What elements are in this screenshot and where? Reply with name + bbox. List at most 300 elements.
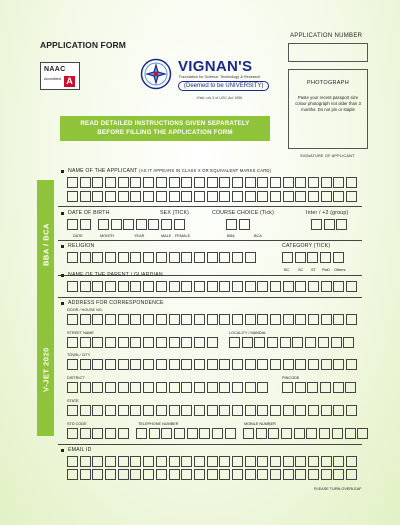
input-box[interactable]: [321, 359, 332, 370]
input-box[interactable]: [156, 191, 167, 202]
input-box[interactable]: [332, 428, 343, 439]
input-box[interactable]: [245, 359, 256, 370]
input-box[interactable]: [311, 219, 322, 230]
input-box[interactable]: [219, 177, 230, 188]
input-box[interactable]: [268, 428, 279, 439]
input-box[interactable]: [308, 359, 319, 370]
input-box[interactable]: [156, 337, 167, 348]
input-box[interactable]: [156, 314, 167, 325]
input-box[interactable]: [105, 191, 116, 202]
input-box[interactable]: [294, 428, 305, 439]
input-box[interactable]: [219, 469, 230, 480]
input-box[interactable]: [256, 428, 267, 439]
input-box[interactable]: [207, 382, 218, 393]
input-box[interactable]: [245, 191, 256, 202]
input-box[interactable]: [156, 281, 167, 292]
input-box[interactable]: [331, 337, 342, 348]
input-box[interactable]: [67, 219, 78, 230]
input-box[interactable]: [136, 219, 147, 230]
input-box[interactable]: [156, 405, 167, 416]
input-box[interactable]: [181, 252, 192, 263]
input-box[interactable]: [123, 219, 134, 230]
input-box[interactable]: [283, 456, 294, 467]
input-box[interactable]: [336, 219, 347, 230]
input-box[interactable]: [105, 405, 116, 416]
input-box[interactable]: [169, 252, 180, 263]
door-boxes[interactable]: [67, 314, 359, 325]
input-box[interactable]: [321, 405, 332, 416]
input-box[interactable]: [283, 191, 294, 202]
name-boxes-row-2[interactable]: [67, 191, 359, 202]
input-box[interactable]: [194, 191, 205, 202]
input-box[interactable]: [80, 456, 91, 467]
input-box[interactable]: [92, 314, 103, 325]
input-box[interactable]: [245, 314, 256, 325]
input-box[interactable]: [267, 337, 278, 348]
input-box[interactable]: [181, 456, 192, 467]
input-box[interactable]: [181, 405, 192, 416]
input-box[interactable]: [143, 314, 154, 325]
input-box[interactable]: [105, 177, 116, 188]
input-box[interactable]: [280, 337, 291, 348]
input-box[interactable]: [357, 428, 368, 439]
town-boxes[interactable]: [67, 359, 359, 370]
input-box[interactable]: [92, 405, 103, 416]
input-box[interactable]: [80, 219, 91, 230]
input-box[interactable]: [118, 456, 129, 467]
input-box[interactable]: [92, 428, 103, 439]
input-box[interactable]: [130, 177, 141, 188]
input-box[interactable]: [67, 469, 78, 480]
input-box[interactable]: [67, 314, 78, 325]
input-box[interactable]: [333, 456, 344, 467]
input-box[interactable]: [295, 469, 306, 480]
input-box[interactable]: [257, 191, 268, 202]
telephone-boxes[interactable]: [136, 428, 238, 439]
input-box[interactable]: [254, 337, 265, 348]
input-box[interactable]: [245, 405, 256, 416]
input-box[interactable]: [333, 191, 344, 202]
input-box[interactable]: [92, 456, 103, 467]
input-box[interactable]: [118, 359, 129, 370]
input-box[interactable]: [207, 469, 218, 480]
input-box[interactable]: [219, 456, 230, 467]
input-box[interactable]: [207, 337, 218, 348]
input-box[interactable]: [270, 456, 281, 467]
input-box[interactable]: [219, 405, 230, 416]
input-box[interactable]: [174, 428, 185, 439]
input-box[interactable]: [270, 281, 281, 292]
input-box[interactable]: [257, 456, 268, 467]
input-box[interactable]: [232, 177, 243, 188]
input-box[interactable]: [219, 281, 230, 292]
input-box[interactable]: [270, 469, 281, 480]
input-box[interactable]: [118, 405, 129, 416]
input-box[interactable]: [257, 405, 268, 416]
input-box[interactable]: [257, 281, 268, 292]
input-box[interactable]: [194, 252, 205, 263]
input-box[interactable]: [324, 219, 335, 230]
input-box[interactable]: [92, 382, 103, 393]
input-box[interactable]: [333, 382, 344, 393]
input-box[interactable]: [143, 456, 154, 467]
input-box[interactable]: [321, 456, 332, 467]
inter-group-boxes[interactable]: [311, 219, 349, 230]
input-box[interactable]: [149, 428, 160, 439]
input-box[interactable]: [295, 191, 306, 202]
input-box[interactable]: [118, 314, 129, 325]
input-box[interactable]: [80, 359, 91, 370]
input-box[interactable]: [232, 191, 243, 202]
input-box[interactable]: [257, 177, 268, 188]
input-box[interactable]: [92, 281, 103, 292]
input-box[interactable]: [232, 456, 243, 467]
parent-boxes[interactable]: [67, 281, 359, 292]
religion-boxes[interactable]: [67, 252, 257, 263]
input-box[interactable]: [92, 337, 103, 348]
input-box[interactable]: [80, 469, 91, 480]
input-box[interactable]: [295, 177, 306, 188]
input-box[interactable]: [194, 456, 205, 467]
input-box[interactable]: [181, 359, 192, 370]
input-box[interactable]: [207, 191, 218, 202]
state-boxes[interactable]: [67, 405, 359, 416]
input-box[interactable]: [130, 456, 141, 467]
input-box[interactable]: [346, 177, 357, 188]
input-box[interactable]: [308, 314, 319, 325]
input-box[interactable]: [319, 428, 330, 439]
input-box[interactable]: [67, 456, 78, 467]
input-box[interactable]: [207, 405, 218, 416]
input-box[interactable]: [346, 456, 357, 467]
input-box[interactable]: [346, 469, 357, 480]
input-box[interactable]: [105, 252, 116, 263]
input-box[interactable]: [207, 314, 218, 325]
input-box[interactable]: [118, 177, 129, 188]
input-box[interactable]: [343, 337, 354, 348]
input-box[interactable]: [321, 469, 332, 480]
input-box[interactable]: [307, 252, 318, 263]
input-box[interactable]: [143, 405, 154, 416]
locality-boxes[interactable]: [229, 337, 356, 348]
input-box[interactable]: [306, 428, 317, 439]
input-box[interactable]: [307, 382, 318, 393]
input-box[interactable]: [346, 359, 357, 370]
input-box[interactable]: [130, 252, 141, 263]
input-box[interactable]: [225, 428, 236, 439]
input-box[interactable]: [283, 177, 294, 188]
input-box[interactable]: [130, 314, 141, 325]
input-box[interactable]: [143, 177, 154, 188]
input-box[interactable]: [130, 382, 141, 393]
input-box[interactable]: [194, 281, 205, 292]
input-box[interactable]: [346, 314, 357, 325]
input-box[interactable]: [156, 177, 167, 188]
dob-date-boxes[interactable]: [67, 219, 92, 230]
input-box[interactable]: [270, 191, 281, 202]
input-box[interactable]: [345, 428, 356, 439]
street-boxes[interactable]: [67, 337, 219, 348]
input-box[interactable]: [174, 219, 185, 230]
input-box[interactable]: [320, 252, 331, 263]
input-box[interactable]: [118, 469, 129, 480]
input-box[interactable]: [92, 359, 103, 370]
input-box[interactable]: [67, 382, 78, 393]
input-box[interactable]: [169, 469, 180, 480]
input-box[interactable]: [321, 177, 332, 188]
input-box[interactable]: [181, 177, 192, 188]
input-box[interactable]: [232, 405, 243, 416]
input-box[interactable]: [321, 314, 332, 325]
input-box[interactable]: [295, 252, 306, 263]
input-box[interactable]: [232, 281, 243, 292]
input-box[interactable]: [232, 314, 243, 325]
input-box[interactable]: [194, 469, 205, 480]
input-box[interactable]: [67, 281, 78, 292]
input-box[interactable]: [346, 281, 357, 292]
input-box[interactable]: [207, 456, 218, 467]
input-box[interactable]: [321, 281, 332, 292]
input-box[interactable]: [156, 456, 167, 467]
input-box[interactable]: [333, 252, 344, 263]
input-box[interactable]: [219, 191, 230, 202]
input-box[interactable]: [136, 428, 147, 439]
input-box[interactable]: [169, 177, 180, 188]
input-box[interactable]: [346, 405, 357, 416]
input-box[interactable]: [118, 281, 129, 292]
input-box[interactable]: [333, 469, 344, 480]
input-box[interactable]: [232, 359, 243, 370]
input-box[interactable]: [333, 314, 344, 325]
input-box[interactable]: [130, 359, 141, 370]
input-box[interactable]: [333, 359, 344, 370]
input-box[interactable]: [105, 428, 116, 439]
input-box[interactable]: [181, 281, 192, 292]
input-box[interactable]: [169, 456, 180, 467]
input-box[interactable]: [92, 469, 103, 480]
input-box[interactable]: [156, 252, 167, 263]
input-box[interactable]: [143, 469, 154, 480]
input-box[interactable]: [80, 337, 91, 348]
input-box[interactable]: [143, 252, 154, 263]
input-box[interactable]: [105, 456, 116, 467]
input-box[interactable]: [305, 337, 316, 348]
input-box[interactable]: [270, 314, 281, 325]
input-box[interactable]: [283, 405, 294, 416]
input-box[interactable]: [156, 469, 167, 480]
input-box[interactable]: [181, 469, 192, 480]
input-box[interactable]: [80, 382, 91, 393]
input-box[interactable]: [219, 314, 230, 325]
input-box[interactable]: [156, 382, 167, 393]
input-box[interactable]: [270, 405, 281, 416]
input-box[interactable]: [257, 359, 268, 370]
input-box[interactable]: [292, 337, 303, 348]
input-box[interactable]: [105, 337, 116, 348]
input-box[interactable]: [181, 314, 192, 325]
input-box[interactable]: [67, 191, 78, 202]
input-box[interactable]: [295, 405, 306, 416]
input-box[interactable]: [105, 469, 116, 480]
input-box[interactable]: [118, 191, 129, 202]
input-box[interactable]: [169, 359, 180, 370]
input-box[interactable]: [143, 281, 154, 292]
email-boxes-row-1[interactable]: [67, 456, 359, 467]
input-box[interactable]: [194, 314, 205, 325]
input-box[interactable]: [320, 382, 331, 393]
input-box[interactable]: [194, 177, 205, 188]
input-box[interactable]: [181, 382, 192, 393]
photograph-box[interactable]: [288, 69, 368, 149]
input-box[interactable]: [282, 382, 293, 393]
input-box[interactable]: [270, 359, 281, 370]
input-box[interactable]: [283, 469, 294, 480]
input-box[interactable]: [257, 469, 268, 480]
input-box[interactable]: [67, 337, 78, 348]
input-box[interactable]: [219, 252, 230, 263]
input-box[interactable]: [333, 177, 344, 188]
input-box[interactable]: [169, 191, 180, 202]
category-boxes[interactable]: [282, 252, 345, 263]
input-box[interactable]: [283, 281, 294, 292]
input-box[interactable]: [257, 382, 268, 393]
input-box[interactable]: [308, 191, 319, 202]
input-box[interactable]: [333, 281, 344, 292]
input-box[interactable]: [199, 428, 210, 439]
input-box[interactable]: [194, 337, 205, 348]
input-box[interactable]: [181, 191, 192, 202]
input-box[interactable]: [169, 337, 180, 348]
input-box[interactable]: [346, 191, 357, 202]
input-box[interactable]: [143, 337, 154, 348]
input-box[interactable]: [111, 219, 122, 230]
input-box[interactable]: [245, 469, 256, 480]
input-box[interactable]: [283, 314, 294, 325]
pincode-boxes[interactable]: [282, 382, 358, 393]
input-box[interactable]: [105, 382, 116, 393]
input-box[interactable]: [308, 281, 319, 292]
input-box[interactable]: [161, 428, 172, 439]
input-box[interactable]: [92, 177, 103, 188]
input-box[interactable]: [169, 382, 180, 393]
input-box[interactable]: [194, 359, 205, 370]
input-box[interactable]: [130, 405, 141, 416]
input-box[interactable]: [80, 191, 91, 202]
input-box[interactable]: [92, 252, 103, 263]
input-box[interactable]: [105, 359, 116, 370]
name-boxes-row-1[interactable]: [67, 177, 359, 188]
input-box[interactable]: [333, 405, 344, 416]
input-box[interactable]: [207, 177, 218, 188]
input-box[interactable]: [295, 382, 306, 393]
input-box[interactable]: [257, 314, 268, 325]
input-box[interactable]: [130, 469, 141, 480]
input-box[interactable]: [295, 281, 306, 292]
input-box[interactable]: [239, 219, 250, 230]
input-box[interactable]: [187, 428, 198, 439]
course-boxes[interactable]: [226, 219, 251, 230]
input-box[interactable]: [156, 359, 167, 370]
input-box[interactable]: [67, 428, 78, 439]
input-box[interactable]: [232, 252, 243, 263]
email-boxes-row-2[interactable]: [67, 469, 359, 480]
input-box[interactable]: [169, 405, 180, 416]
input-box[interactable]: [283, 359, 294, 370]
input-box[interactable]: [118, 337, 129, 348]
input-box[interactable]: [80, 405, 91, 416]
input-box[interactable]: [226, 219, 237, 230]
input-box[interactable]: [92, 191, 103, 202]
input-box[interactable]: [295, 456, 306, 467]
input-box[interactable]: [318, 337, 329, 348]
dob-month-boxes[interactable]: [98, 219, 123, 230]
input-box[interactable]: [219, 359, 230, 370]
input-box[interactable]: [245, 382, 256, 393]
input-box[interactable]: [130, 281, 141, 292]
input-box[interactable]: [80, 252, 91, 263]
input-box[interactable]: [118, 428, 129, 439]
input-box[interactable]: [118, 382, 129, 393]
input-box[interactable]: [242, 337, 253, 348]
mobile-boxes[interactable]: [243, 428, 370, 439]
input-box[interactable]: [143, 191, 154, 202]
input-box[interactable]: [308, 456, 319, 467]
input-box[interactable]: [282, 252, 293, 263]
input-box[interactable]: [67, 405, 78, 416]
input-box[interactable]: [67, 359, 78, 370]
input-box[interactable]: [229, 337, 240, 348]
input-box[interactable]: [181, 337, 192, 348]
input-box[interactable]: [194, 405, 205, 416]
input-box[interactable]: [67, 177, 78, 188]
input-box[interactable]: [308, 405, 319, 416]
input-box[interactable]: [295, 314, 306, 325]
input-box[interactable]: [80, 281, 91, 292]
input-box[interactable]: [207, 252, 218, 263]
input-box[interactable]: [98, 219, 109, 230]
input-box[interactable]: [130, 191, 141, 202]
input-box[interactable]: [321, 191, 332, 202]
input-box[interactable]: [270, 177, 281, 188]
input-box[interactable]: [345, 382, 356, 393]
sex-boxes[interactable]: [161, 219, 186, 230]
input-box[interactable]: [143, 382, 154, 393]
input-box[interactable]: [245, 177, 256, 188]
input-box[interactable]: [143, 359, 154, 370]
input-box[interactable]: [169, 281, 180, 292]
input-box[interactable]: [80, 314, 91, 325]
input-box[interactable]: [295, 359, 306, 370]
input-box[interactable]: [219, 382, 230, 393]
input-box[interactable]: [243, 428, 254, 439]
application-number-box[interactable]: [288, 43, 368, 62]
input-box[interactable]: [245, 252, 256, 263]
input-box[interactable]: [245, 281, 256, 292]
input-box[interactable]: [212, 428, 223, 439]
input-box[interactable]: [207, 281, 218, 292]
input-box[interactable]: [232, 469, 243, 480]
input-box[interactable]: [130, 337, 141, 348]
std-boxes[interactable]: [67, 428, 130, 439]
input-box[interactable]: [118, 252, 129, 263]
input-box[interactable]: [148, 219, 159, 230]
input-box[interactable]: [80, 177, 91, 188]
input-box[interactable]: [105, 314, 116, 325]
input-box[interactable]: [281, 428, 292, 439]
input-box[interactable]: [80, 428, 91, 439]
input-box[interactable]: [308, 177, 319, 188]
input-box[interactable]: [105, 281, 116, 292]
